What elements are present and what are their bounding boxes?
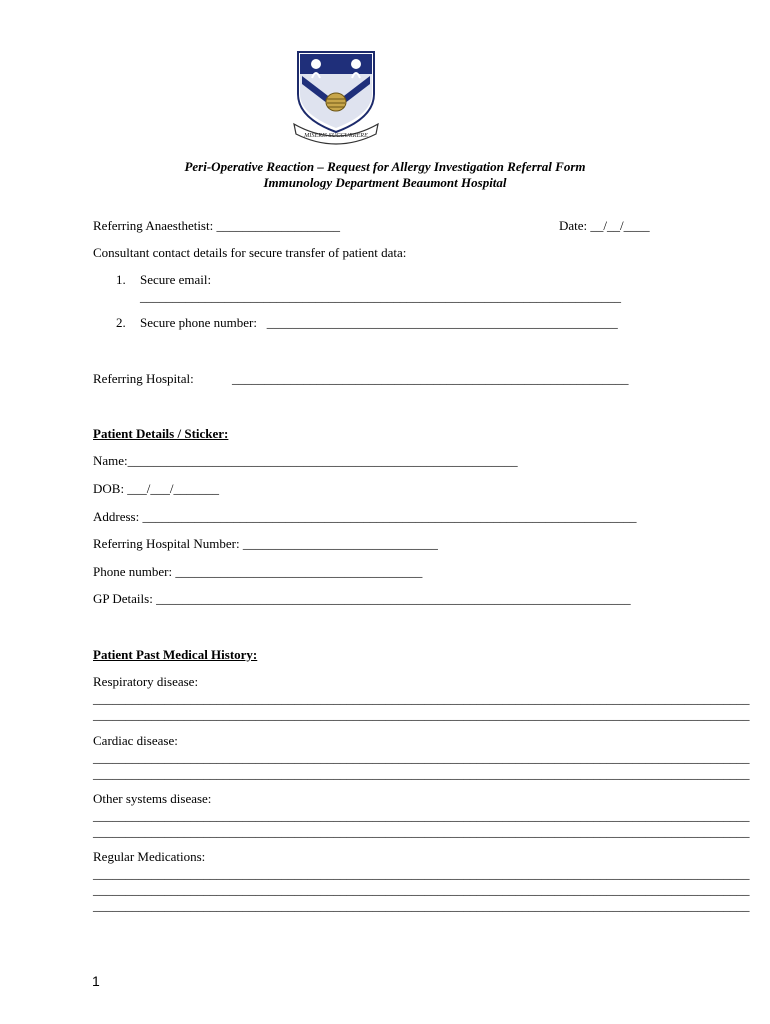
date-field[interactable]: Date: __/__/____: [559, 218, 650, 233]
patient-name-field[interactable]: Name:____________________________________________________________: [93, 453, 518, 468]
page-number: 1: [92, 973, 100, 989]
form-title: Peri-Operative Reaction – Request for Allergy Investigation Referral Form: [184, 159, 586, 174]
list-number-1: 1.: [116, 272, 126, 287]
secure-email-label: Secure email:: [140, 272, 212, 287]
contact-details-intro: Consultant contact details for secure transfer of patient data:: [93, 245, 407, 260]
address-field[interactable]: Address: ____________________________________________________________________________: [93, 509, 637, 524]
cardiac-line-2[interactable]: _____________________________________________________________________________________________________: [93, 766, 750, 781]
gp-details-field[interactable]: GP Details: _________________________________________________________________________: [93, 591, 631, 606]
respiratory-line-2[interactable]: _____________________________________________________________________________________________________: [93, 707, 750, 722]
dob-field[interactable]: DOB: ___/___/_______: [93, 481, 220, 496]
regular-medications-label: Regular Medications:: [93, 849, 206, 864]
referring-hospital-label: Referring Hospital:: [93, 371, 194, 386]
crest-motto: MISERIS SUCCURRERE: [304, 132, 368, 139]
form-subtitle: Immunology Department Beaumont Hospital: [263, 175, 507, 190]
referring-anaesthetist-field[interactable]: Referring Anaesthetist: ___________________: [93, 218, 340, 233]
other-systems-line-1[interactable]: _____________________________________________________________________________________________________: [93, 808, 750, 823]
respiratory-line-1[interactable]: _____________________________________________________________________________________________________: [93, 691, 750, 706]
medications-line-1[interactable]: _____________________________________________________________________________________________________: [93, 866, 750, 881]
patient-details-heading: Patient Details / Sticker:: [93, 426, 229, 441]
cardiac-line-1[interactable]: _____________________________________________________________________________________________________: [93, 750, 750, 765]
medical-history-heading: Patient Past Medical History:: [93, 647, 258, 662]
medications-line-2[interactable]: _____________________________________________________________________________________________________: [93, 882, 750, 897]
phone-number-field[interactable]: Phone number: ______________________________________: [93, 564, 423, 579]
secure-email-field[interactable]: __________________________________________________________________________: [140, 289, 621, 304]
other-systems-disease-label: Other systems disease:: [93, 791, 212, 806]
hospital-crest-logo: [288, 48, 384, 146]
referring-hospital-number-field[interactable]: Referring Hospital Number: ______________________________: [93, 536, 438, 551]
referring-hospital-field[interactable]: _____________________________________________________________: [232, 371, 629, 386]
medications-line-3[interactable]: _____________________________________________________________________________________________________: [93, 898, 750, 913]
secure-phone-field[interactable]: Secure phone number: ______________________________________________________: [140, 315, 618, 330]
respiratory-disease-label: Respiratory disease:: [93, 674, 199, 689]
other-systems-line-2[interactable]: _____________________________________________________________________________________________________: [93, 824, 750, 839]
cardiac-disease-label: Cardiac disease:: [93, 733, 178, 748]
list-number-2: 2.: [116, 315, 126, 330]
